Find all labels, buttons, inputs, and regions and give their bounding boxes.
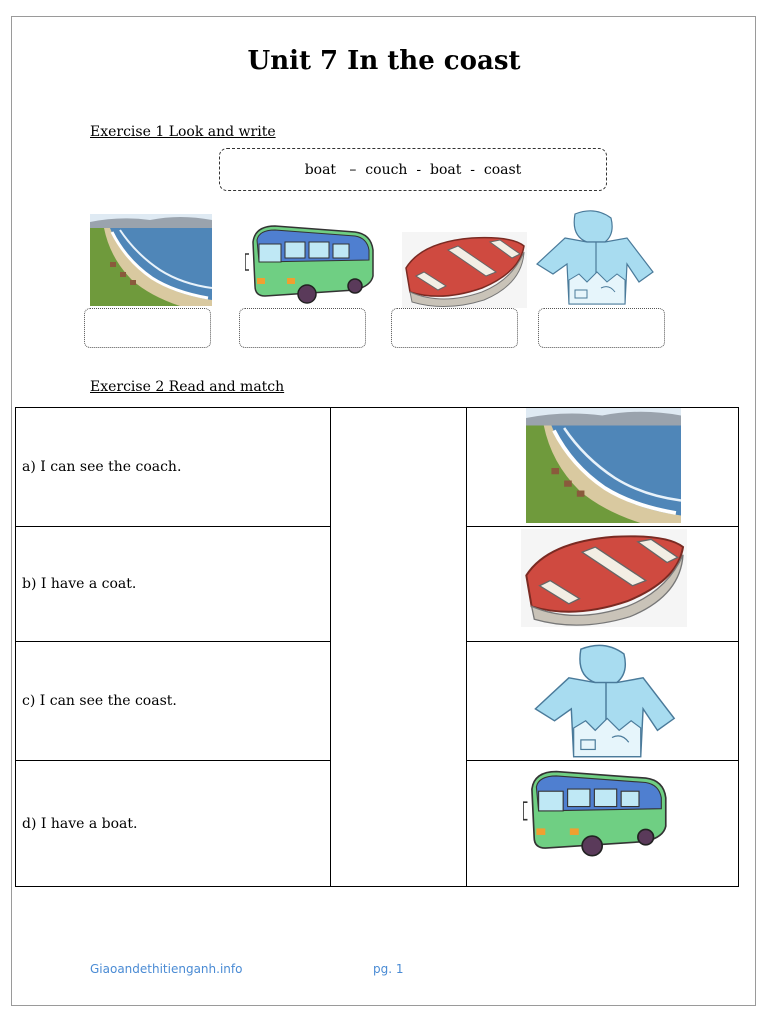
coat-icon (535, 208, 657, 306)
coast-icon (90, 214, 212, 306)
coast-icon (526, 408, 681, 523)
picture-cell (467, 642, 739, 761)
table-row (16, 408, 739, 527)
picture-cell (467, 408, 739, 527)
answer-box-4[interactable] (538, 308, 665, 348)
picture-cell (467, 527, 739, 642)
footer-page-number: pg. 1 (373, 962, 404, 976)
answer-box-3[interactable] (391, 308, 518, 348)
boat-icon (402, 232, 527, 308)
sentence-c: c) I can see the coast. (16, 642, 331, 761)
sentence-d: d) I have a boat. (16, 761, 331, 887)
bus-icon (245, 220, 375, 306)
picture-cell (467, 761, 739, 887)
footer-site: Giaoandethitienganh.info (90, 962, 243, 976)
bus-icon (523, 765, 668, 859)
matching-space[interactable] (330, 408, 466, 887)
word-bank: boat – couch - boat - coast (219, 148, 607, 191)
exercise-1-heading: Exercise 1 Look and write (90, 124, 276, 140)
answer-box-1[interactable] (84, 308, 211, 348)
answer-box-2[interactable] (239, 308, 366, 348)
match-table (15, 407, 739, 887)
sentence-b: b) I have a coat. (16, 527, 331, 642)
boat-icon (521, 529, 687, 627)
coat-icon (533, 642, 679, 759)
sentence-a: a) I can see the coach. (16, 408, 331, 527)
exercise-2-heading: Exercise 2 Read and match (90, 379, 285, 395)
page-title: Unit 7 In the coast (247, 46, 521, 76)
